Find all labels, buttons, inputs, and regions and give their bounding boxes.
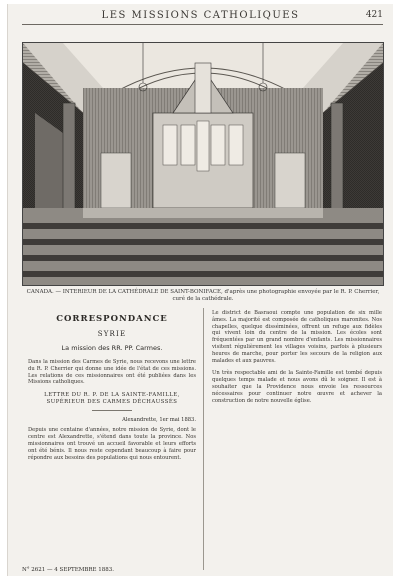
intro-paragraph: Dans la mission des Carmes de Syrie, nous recevons une lettre du R. P. Cherrier qui donne une idée de l'état de ces missions. Les relations de ces missionnaires ont été publiées dans les Missions catholiques.: [28, 359, 196, 386]
heading-rule: [92, 410, 132, 411]
cathedral-interior-illustration: [23, 43, 383, 285]
cathedral-engraving: [22, 42, 384, 286]
right-paragraph-1: Le district de Basraoui compte une population de six mille âmes. La majorité est composée de catholiques maronites. Nos chapelles, quelque disséminées, offrent un refuge aux fidèles qui vivent loin du centre de la mission. Les écoles sont fréquentées par un grand nombre d'enfants. Les missionnaires visitent régulièrement les villages voisins, parfois à plusieurs heures de marche, pour porter les secours de la religion aux malades et aux pauvres.: [212, 310, 382, 364]
letter-heading: LETTRE DU R. P. DE LA SAINTE-FAMILLE, SUPÉRIEUR DES CARMES DÉCHAUSSÉS: [44, 392, 180, 405]
right-column: [212, 310, 382, 410]
column-divider: [203, 308, 204, 570]
document-page: [7, 4, 393, 576]
page-footer: [22, 567, 383, 575]
section-subtitle: SYRIE: [97, 330, 127, 338]
letter-body-paragraph: Depuis une centaine d'années, notre mission de Syrie, dont le centre est Alexandrette, s'étend dans toute la province. Nos missionnaires ont trouvé un accueil favorable et leurs efforts ont été bénis. Il nous reste cependant beaucoup à faire pour répondre aux besoins des populations qui nous entourent.: [28, 427, 196, 461]
left-column: [28, 314, 196, 467]
header-rule: [22, 24, 383, 25]
right-paragraph-2: Un très respectable ami de la Sainte-Famille est tombé depuis quelques temps malade et nous avons dû le soigner. Il est à souhaiter que la Providence nous envoie les ressources nécessaires pour continuer notre œuvre et achever la construction de notre nouvelle église.: [212, 370, 382, 404]
issue-line: N° 2621 — 4 SEPTEMBRE 1883.: [22, 567, 115, 573]
section-title: CORRESPONDANCE: [56, 314, 168, 324]
page-number: 421: [365, 10, 383, 20]
running-title: LES MISSIONS CATHOLIQUES: [101, 10, 300, 21]
figure-caption: CANADA. — INTERIEUR DE LA CATHÉDRALE DE SAINT-BONIFACE, d'après une photographie envoyée par le R. P. Cherrier, curé de la cathédrale.: [26, 289, 380, 302]
article-title: La mission des RR. PP. Carmes.: [61, 344, 163, 352]
dateline: Alexandrette, 1er mai 1883.: [122, 417, 196, 424]
